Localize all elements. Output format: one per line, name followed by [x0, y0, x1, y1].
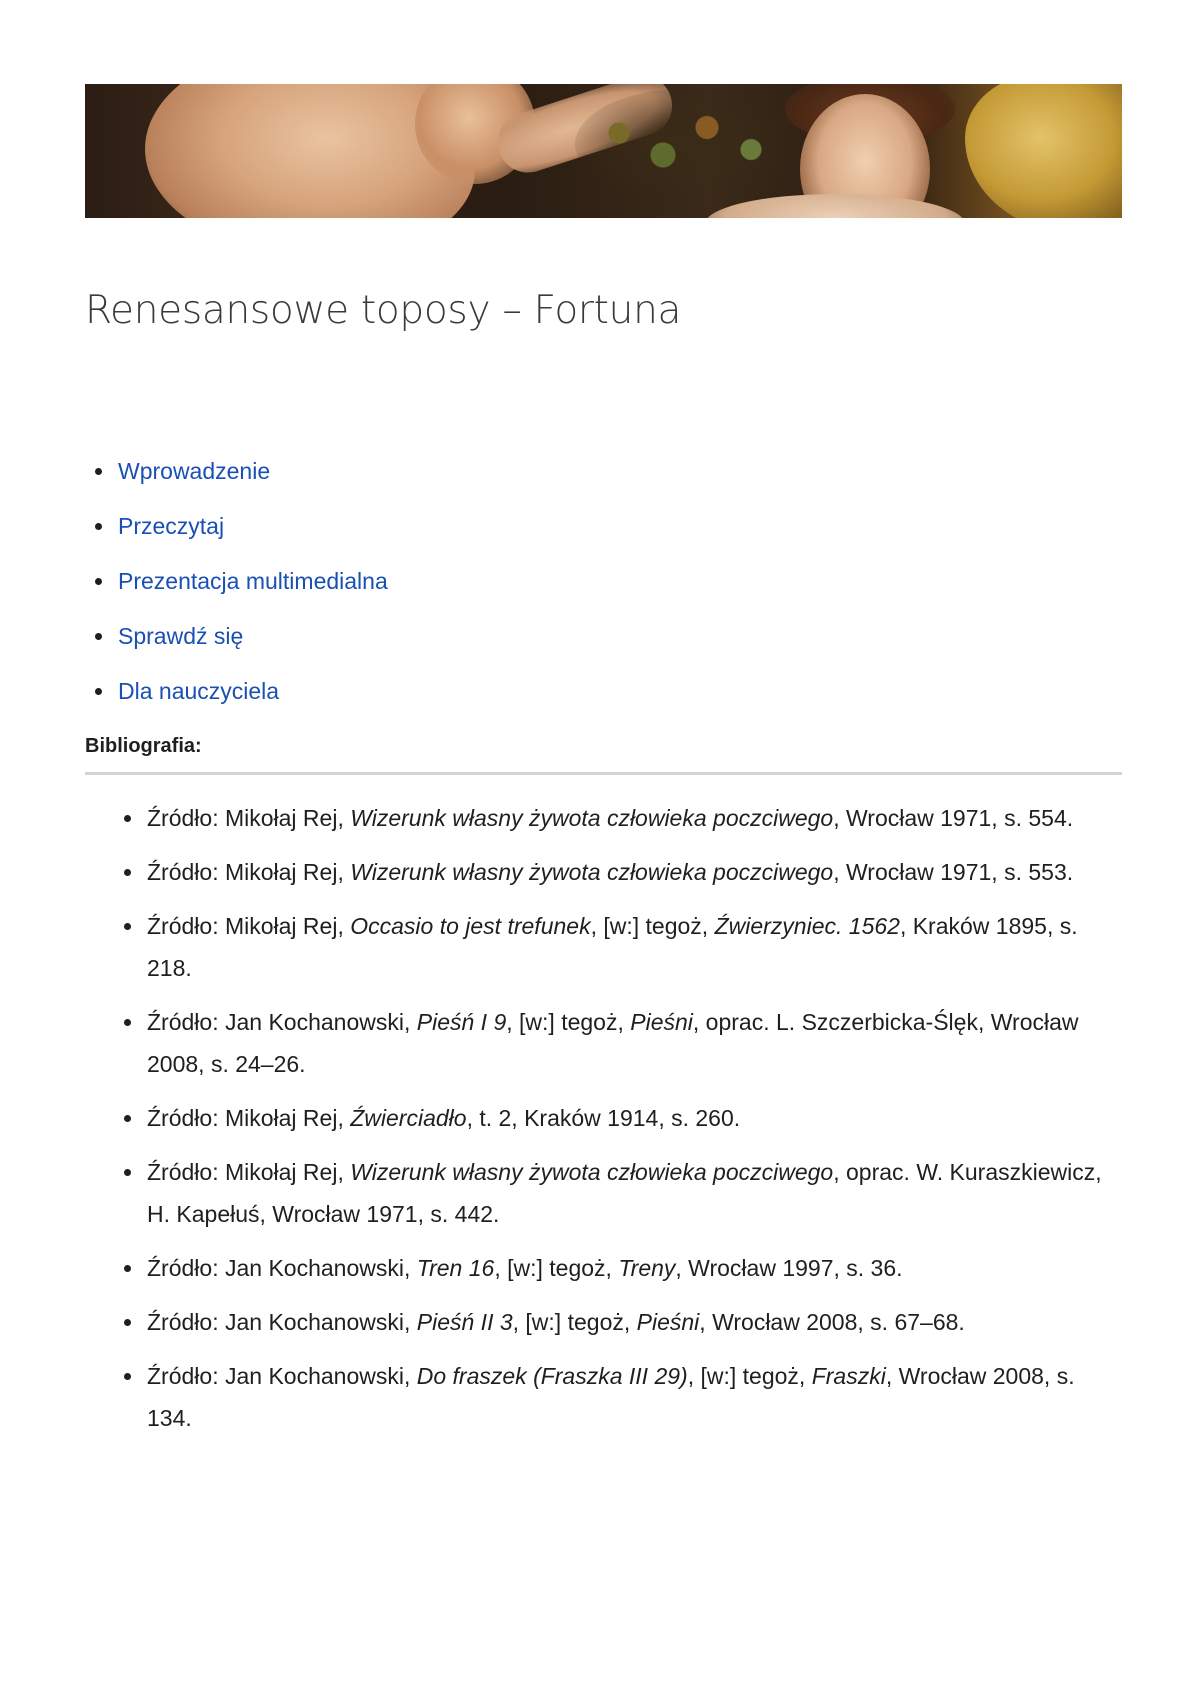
- bibliography-item: [147, 1001, 1122, 1085]
- bibliography-text: Źródło: Mikołaj Rej,: [147, 858, 351, 885]
- toc-item: [118, 457, 1122, 485]
- banner-fruit-garland: [575, 89, 795, 199]
- toc-link-przeczytaj[interactable]: Przeczytaj: [118, 512, 225, 539]
- bibliography-text: Źródło: Mikołaj Rej,: [147, 1104, 351, 1131]
- bibliography-item: [147, 905, 1122, 989]
- bibliography-text: Źródło: Jan Kochanowski,: [147, 1008, 417, 1035]
- bibliography-title: Wizerunk własny żywota człowieka poczciwego: [350, 804, 834, 831]
- bibliography-title: Źwierzyniec. 1562: [714, 912, 900, 939]
- toc-link-dla-nauczyciela[interactable]: Dla nauczyciela: [118, 677, 280, 704]
- bibliography-item: [147, 1301, 1122, 1343]
- toc-item: [118, 677, 1122, 705]
- bibliography-text: Źródło: Jan Kochanowski,: [147, 1308, 417, 1335]
- toc-item: [118, 567, 1122, 595]
- bibliography-text: , oprac. L. Szczerbicka-Ślęk, Wrocław 2008, s. 24–26.: [147, 1008, 1079, 1077]
- bibliography-text: , Wrocław 1997, s. 36.: [675, 1254, 903, 1281]
- bibliography-text: , Wrocław 1971, s. 554.: [833, 804, 1074, 831]
- page-title: Renesansowe toposy – Fortuna: [85, 288, 682, 333]
- bibliography-title: Occasio to jest trefunek: [350, 912, 591, 939]
- banner-figure-female-shoulder: [705, 194, 965, 218]
- bibliography-item: [147, 1151, 1122, 1235]
- bibliography-title: Wizerunk własny żywota człowieka poczciwego: [350, 858, 834, 885]
- bibliography-item: [147, 851, 1122, 893]
- bibliography-heading: Bibliografia:: [85, 735, 1122, 775]
- bibliography-text: , Kraków 1895, s. 218.: [147, 912, 1078, 981]
- bibliography-text: , [w:] tegoż,: [687, 1362, 812, 1389]
- bibliography-text: , Wrocław 2008, s. 67–68.: [699, 1308, 965, 1335]
- table-of-contents: [85, 457, 1122, 705]
- bibliography-text: , oprac. W. Kuraszkiewicz, H. Kapełuś, Wrocław 1971, s. 442.: [147, 1158, 1102, 1227]
- banner-golden-drape: [965, 84, 1122, 218]
- bibliography-item: [147, 1097, 1122, 1139]
- bibliography-text: , t. 2, Kraków 1914, s. 260.: [466, 1104, 741, 1131]
- toc-link-wprowadzenie[interactable]: Wprowadzenie: [118, 457, 271, 484]
- bibliography-list: [85, 797, 1122, 1439]
- bibliography-text: , [w:] tegoż,: [590, 912, 715, 939]
- bibliography-text: , [w:] tegoż,: [506, 1008, 631, 1035]
- bibliography-title: Pieśni: [636, 1308, 700, 1335]
- page: [85, 84, 1122, 1451]
- bibliography-title: Tren 16: [416, 1254, 495, 1281]
- bibliography-text: , Wrocław 2008, s. 134.: [147, 1362, 1075, 1431]
- bibliography-title: Pieśni: [630, 1008, 693, 1035]
- bibliography-title: Wizerunk własny żywota człowieka poczciwego: [350, 1158, 834, 1185]
- bibliography-item: [147, 797, 1122, 839]
- bibliography-text: Źródło: Jan Kochanowski,: [147, 1362, 417, 1389]
- banner-image: [85, 84, 1122, 218]
- bibliography-title: Treny: [618, 1254, 676, 1281]
- bibliography-text: Źródło: Mikołaj Rej,: [147, 1158, 351, 1185]
- toc-item: [118, 622, 1122, 650]
- bibliography-text: Źródło: Jan Kochanowski,: [147, 1254, 417, 1281]
- bibliography-text: Źródło: Mikołaj Rej,: [147, 804, 351, 831]
- bibliography-text: , [w:] tegoż,: [512, 1308, 637, 1335]
- bibliography-title: Pieśń II 3: [416, 1308, 513, 1335]
- bibliography-item: [147, 1247, 1122, 1289]
- toc-link-prezentacja[interactable]: Prezentacja multimedialna: [118, 567, 388, 594]
- bibliography-title: Źwierciadło: [350, 1104, 467, 1131]
- toc-item: [118, 512, 1122, 540]
- bibliography-title: Do fraszek (Fraszka III 29): [416, 1362, 688, 1389]
- bibliography-text: , Wrocław 1971, s. 553.: [833, 858, 1074, 885]
- bibliography-title: Fraszki: [811, 1362, 886, 1389]
- bibliography-text: , [w:] tegoż,: [494, 1254, 619, 1281]
- bibliography-title: Pieśń I 9: [416, 1008, 507, 1035]
- toc-link-sprawdz-sie[interactable]: Sprawdź się: [118, 622, 244, 649]
- bibliography-text: Źródło: Mikołaj Rej,: [147, 912, 351, 939]
- bibliography-item: [147, 1355, 1122, 1439]
